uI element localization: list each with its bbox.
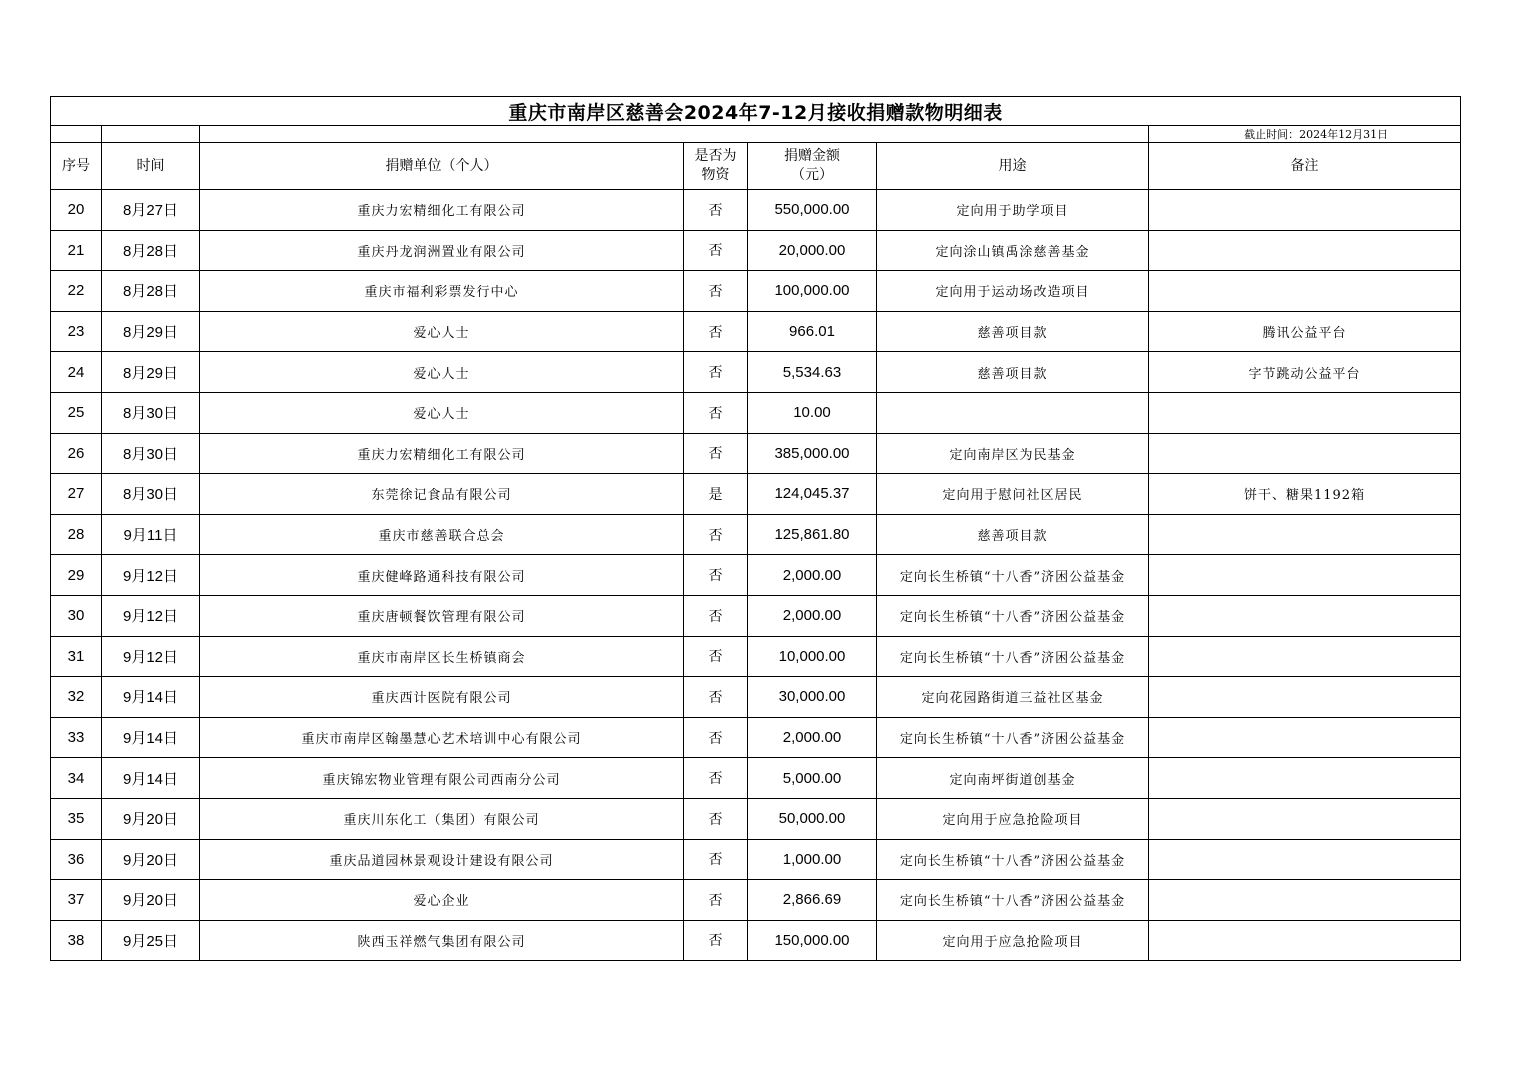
table-title: 重庆市南岸区慈善会2024年7-12月接收捐赠款物明细表 <box>51 97 1461 126</box>
cell-time: 9月12日 <box>102 555 200 596</box>
cell-index: 30 <box>51 595 102 636</box>
cell-amount: 125,861.80 <box>748 514 877 555</box>
header-row <box>51 143 1461 190</box>
cell-donor: 重庆唐顿餐饮管理有限公司 <box>200 595 684 636</box>
cell-is-goods: 否 <box>684 758 748 799</box>
table-row <box>51 636 1461 677</box>
cell-is-goods: 否 <box>684 392 748 433</box>
cell-is-goods: 否 <box>684 636 748 677</box>
cell-purpose: 慈善项目款 <box>877 311 1149 352</box>
cell-purpose: 定向长生桥镇“十八香”济困公益基金 <box>877 595 1149 636</box>
cell-is-goods: 否 <box>684 514 748 555</box>
cell-index: 20 <box>51 190 102 231</box>
cell-is-goods: 否 <box>684 880 748 921</box>
cell-remark <box>1149 555 1461 596</box>
cell-purpose: 定向长生桥镇“十八香”济困公益基金 <box>877 636 1149 677</box>
cell-remark <box>1149 920 1461 961</box>
table-row <box>51 595 1461 636</box>
cell-amount: 100,000.00 <box>748 271 877 312</box>
cell-index: 37 <box>51 880 102 921</box>
cell-purpose: 定向长生桥镇“十八香”济困公益基金 <box>877 839 1149 880</box>
table-row <box>51 798 1461 839</box>
cell-donor: 重庆市南岸区翰墨慧心艺术培训中心有限公司 <box>200 717 684 758</box>
table-row <box>51 758 1461 799</box>
cell-is-goods: 否 <box>684 190 748 231</box>
cell-amount: 20,000.00 <box>748 230 877 271</box>
cell-index: 33 <box>51 717 102 758</box>
cell-amount: 550,000.00 <box>748 190 877 231</box>
spacer-cell <box>102 126 200 143</box>
cell-is-goods: 否 <box>684 230 748 271</box>
cell-time: 9月11日 <box>102 514 200 555</box>
table-row <box>51 514 1461 555</box>
cell-purpose <box>877 392 1149 433</box>
cell-purpose: 定向用于应急抢险项目 <box>877 920 1149 961</box>
cell-amount: 10,000.00 <box>748 636 877 677</box>
cell-time: 9月20日 <box>102 880 200 921</box>
table-row <box>51 392 1461 433</box>
cutoff-row <box>51 126 1461 143</box>
cell-index: 28 <box>51 514 102 555</box>
cell-is-goods: 否 <box>684 311 748 352</box>
cell-remark <box>1149 677 1461 718</box>
cell-remark <box>1149 717 1461 758</box>
cell-time: 9月14日 <box>102 758 200 799</box>
cell-purpose: 定向长生桥镇“十八香”济困公益基金 <box>877 555 1149 596</box>
cell-donor: 重庆品道园林景观设计建设有限公司 <box>200 839 684 880</box>
cell-donor: 重庆丹龙润洲置业有限公司 <box>200 230 684 271</box>
cell-is-goods: 否 <box>684 271 748 312</box>
cell-index: 31 <box>51 636 102 677</box>
cell-index: 27 <box>51 474 102 515</box>
cell-is-goods: 否 <box>684 595 748 636</box>
cell-amount: 966.01 <box>748 311 877 352</box>
cell-amount: 5,534.63 <box>748 352 877 393</box>
cell-time: 8月27日 <box>102 190 200 231</box>
cell-donor: 重庆西计医院有限公司 <box>200 677 684 718</box>
cell-amount: 2,866.69 <box>748 880 877 921</box>
cell-purpose: 定向用于助学项目 <box>877 190 1149 231</box>
table-row <box>51 230 1461 271</box>
cell-is-goods: 否 <box>684 677 748 718</box>
cell-is-goods: 否 <box>684 839 748 880</box>
cell-remark <box>1149 758 1461 799</box>
cell-remark <box>1149 190 1461 231</box>
cell-donor: 东莞徐记食品有限公司 <box>200 474 684 515</box>
cell-time: 9月20日 <box>102 798 200 839</box>
cell-remark <box>1149 271 1461 312</box>
table-row <box>51 920 1461 961</box>
cell-time: 9月14日 <box>102 677 200 718</box>
cell-remark: 腾讯公益平台 <box>1149 311 1461 352</box>
cell-donor: 重庆健峰路通科技有限公司 <box>200 555 684 596</box>
cell-remark <box>1149 433 1461 474</box>
table-row <box>51 717 1461 758</box>
cell-index: 36 <box>51 839 102 880</box>
cell-amount: 150,000.00 <box>748 920 877 961</box>
title-row <box>51 97 1461 126</box>
cell-donor: 爱心人士 <box>200 352 684 393</box>
cell-is-goods: 是 <box>684 474 748 515</box>
table-row <box>51 311 1461 352</box>
table-row <box>51 880 1461 921</box>
cell-is-goods: 否 <box>684 555 748 596</box>
table-row <box>51 190 1461 231</box>
cell-amount: 2,000.00 <box>748 717 877 758</box>
cell-index: 23 <box>51 311 102 352</box>
cell-donor: 陕西玉祥燃气集团有限公司 <box>200 920 684 961</box>
donation-table <box>50 96 1461 961</box>
cell-index: 25 <box>51 392 102 433</box>
cell-time: 9月25日 <box>102 920 200 961</box>
cell-purpose: 定向南岸区为民基金 <box>877 433 1149 474</box>
header-is-goods-line1: 是否为 <box>694 148 737 164</box>
cell-time: 8月30日 <box>102 474 200 515</box>
cell-time: 9月14日 <box>102 717 200 758</box>
cell-index: 29 <box>51 555 102 596</box>
table-row <box>51 352 1461 393</box>
cell-time: 9月12日 <box>102 636 200 677</box>
cell-time: 8月29日 <box>102 311 200 352</box>
cell-remark <box>1149 514 1461 555</box>
table-row <box>51 474 1461 515</box>
header-amount-line2: （元） <box>791 167 833 183</box>
header-amount <box>748 143 877 190</box>
cell-amount: 5,000.00 <box>748 758 877 799</box>
header-remark: 备注 <box>1149 143 1461 190</box>
cell-purpose: 定向花园路街道三益社区基金 <box>877 677 1149 718</box>
header-donor: 捐赠单位（个人） <box>200 143 684 190</box>
header-purpose: 用途 <box>877 143 1149 190</box>
cell-is-goods: 否 <box>684 717 748 758</box>
cell-is-goods: 否 <box>684 433 748 474</box>
header-is-goods-line2: 物资 <box>701 167 730 183</box>
cell-purpose: 定向用于应急抢险项目 <box>877 798 1149 839</box>
cell-time: 8月28日 <box>102 230 200 271</box>
spacer-cell <box>200 126 1149 143</box>
cell-time: 8月28日 <box>102 271 200 312</box>
cutoff-date: 截止时间：2024年12月31日 <box>1149 126 1461 143</box>
cell-donor: 重庆川东化工（集团）有限公司 <box>200 798 684 839</box>
donation-sheet <box>50 96 1460 961</box>
cell-remark <box>1149 880 1461 921</box>
spacer-cell <box>51 126 102 143</box>
cell-donor: 爱心人士 <box>200 392 684 433</box>
cell-index: 32 <box>51 677 102 718</box>
cell-time: 8月30日 <box>102 433 200 474</box>
header-index: 序号 <box>51 143 102 190</box>
cell-time: 9月12日 <box>102 595 200 636</box>
header-amount-line1: 捐赠金额 <box>784 148 840 164</box>
cell-index: 24 <box>51 352 102 393</box>
cell-is-goods: 否 <box>684 352 748 393</box>
cell-purpose: 定向南坪街道创基金 <box>877 758 1149 799</box>
cell-purpose: 慈善项目款 <box>877 352 1149 393</box>
cell-amount: 385,000.00 <box>748 433 877 474</box>
cell-time: 8月30日 <box>102 392 200 433</box>
cell-amount: 50,000.00 <box>748 798 877 839</box>
cell-amount: 30,000.00 <box>748 677 877 718</box>
cell-purpose: 定向用于慰问社区居民 <box>877 474 1149 515</box>
cell-index: 26 <box>51 433 102 474</box>
cell-remark <box>1149 839 1461 880</box>
cell-donor: 重庆市福利彩票发行中心 <box>200 271 684 312</box>
cell-remark: 饼干、糖果1192箱 <box>1149 474 1461 515</box>
cell-time: 9月20日 <box>102 839 200 880</box>
table-row <box>51 555 1461 596</box>
cell-index: 34 <box>51 758 102 799</box>
cell-amount: 1,000.00 <box>748 839 877 880</box>
table-row <box>51 677 1461 718</box>
header-is-goods <box>684 143 748 190</box>
cell-remark <box>1149 392 1461 433</box>
cell-index: 38 <box>51 920 102 961</box>
table-row <box>51 839 1461 880</box>
cell-amount: 124,045.37 <box>748 474 877 515</box>
cell-remark <box>1149 230 1461 271</box>
cell-is-goods: 否 <box>684 920 748 961</box>
cell-donor: 重庆锦宏物业管理有限公司西南分公司 <box>200 758 684 799</box>
cell-index: 35 <box>51 798 102 839</box>
cell-amount: 2,000.00 <box>748 595 877 636</box>
header-time: 时间 <box>102 143 200 190</box>
cell-time: 8月29日 <box>102 352 200 393</box>
cell-purpose: 定向长生桥镇“十八香”济困公益基金 <box>877 880 1149 921</box>
cell-donor: 重庆力宏精细化工有限公司 <box>200 433 684 474</box>
cell-purpose: 慈善项目款 <box>877 514 1149 555</box>
cell-is-goods: 否 <box>684 798 748 839</box>
cell-index: 21 <box>51 230 102 271</box>
cell-donor: 爱心企业 <box>200 880 684 921</box>
cell-purpose: 定向用于运动场改造项目 <box>877 271 1149 312</box>
cell-remark <box>1149 595 1461 636</box>
cell-index: 22 <box>51 271 102 312</box>
cell-donor: 重庆市南岸区长生桥镇商会 <box>200 636 684 677</box>
cell-remark <box>1149 798 1461 839</box>
cell-remark <box>1149 636 1461 677</box>
cell-donor: 重庆力宏精细化工有限公司 <box>200 190 684 231</box>
table-row <box>51 271 1461 312</box>
cell-remark: 字节跳动公益平台 <box>1149 352 1461 393</box>
cell-amount: 10.00 <box>748 392 877 433</box>
cell-donor: 爱心人士 <box>200 311 684 352</box>
cell-purpose: 定向涂山镇禹涂慈善基金 <box>877 230 1149 271</box>
cell-purpose: 定向长生桥镇“十八香”济困公益基金 <box>877 717 1149 758</box>
cell-donor: 重庆市慈善联合总会 <box>200 514 684 555</box>
table-row <box>51 433 1461 474</box>
cell-amount: 2,000.00 <box>748 555 877 596</box>
